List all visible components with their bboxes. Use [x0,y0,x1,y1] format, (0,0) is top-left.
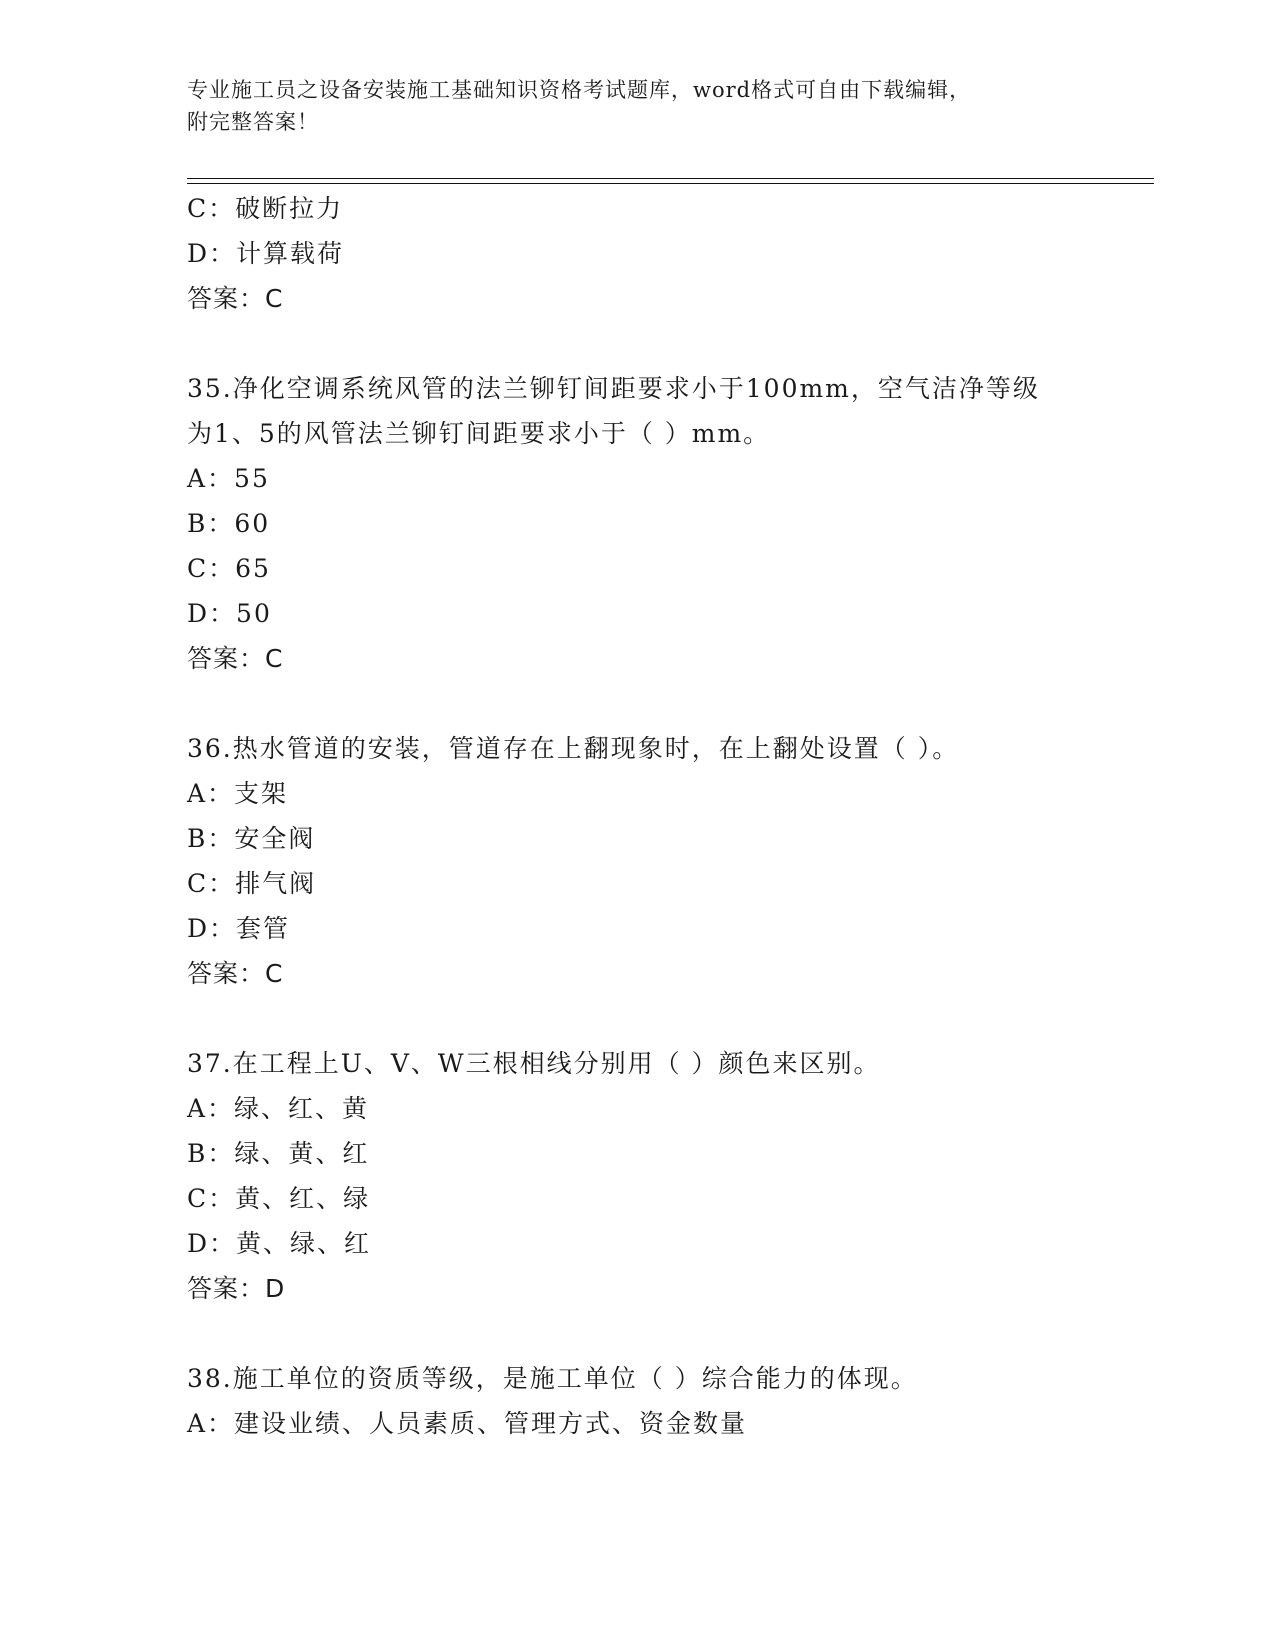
prev-option-c: C：破断拉力 [187,194,344,223]
q36-option-d: D：套管 [187,914,291,943]
q36-answer: 答案：C [187,959,284,988]
q36-option-a: A：支架 [187,779,289,808]
q37-option-a: A：绿、红、黄 [187,1094,370,1123]
q38-stem: 38.施工单位的资质等级，是施工单位（ ）综合能力的体现。 [187,1364,918,1393]
document-header [187,74,1067,138]
q36-stem: 36.热水管道的安装，管道存在上翻现象时，在上翻处设置（ ）。 [187,734,960,763]
q37-answer: 答案：D [187,1274,286,1303]
header-divider-bottom [187,183,1154,184]
q38-option-a: A：建设业绩、人员素质、管理方式、资金数量 [187,1409,748,1438]
header-line-1: 专业施工员之设备安装施工基础知识资格考试题库，word格式可自由下载编辑， [187,78,972,102]
q35-answer: 答案：C [187,644,284,673]
prev-option-d: D：计算载荷 [187,239,345,268]
prev-answer: 答案：C [187,284,284,313]
q35-stem-line-1: 35.净化空调系统风管的法兰铆钉间距要求小于100mm，空气洁净等级 [187,374,1040,403]
q37-option-c: C：黄、红、绿 [187,1184,371,1213]
q35-option-b: B：60 [187,509,271,538]
q36-option-b: B：安全阀 [187,824,316,853]
q35-option-d: D：50 [187,599,272,628]
q37-option-d: D：黄、绿、红 [187,1229,372,1258]
header-line-2: 附完整答案！ [187,110,319,134]
q37-stem: 37.在工程上U、V、W三根相线分别用（ ）颜色来区别。 [187,1049,881,1078]
q36-option-c: C：排气阀 [187,869,317,898]
q35-stem-line-2: 为1、5的风管法兰铆钉间距要求小于（ ）mm。 [187,419,771,448]
q35-option-c: C：65 [187,554,271,583]
q37-option-b: B：绿、黄、红 [187,1139,370,1168]
q35-option-a: A：55 [187,464,270,493]
header-divider-top [187,178,1154,179]
